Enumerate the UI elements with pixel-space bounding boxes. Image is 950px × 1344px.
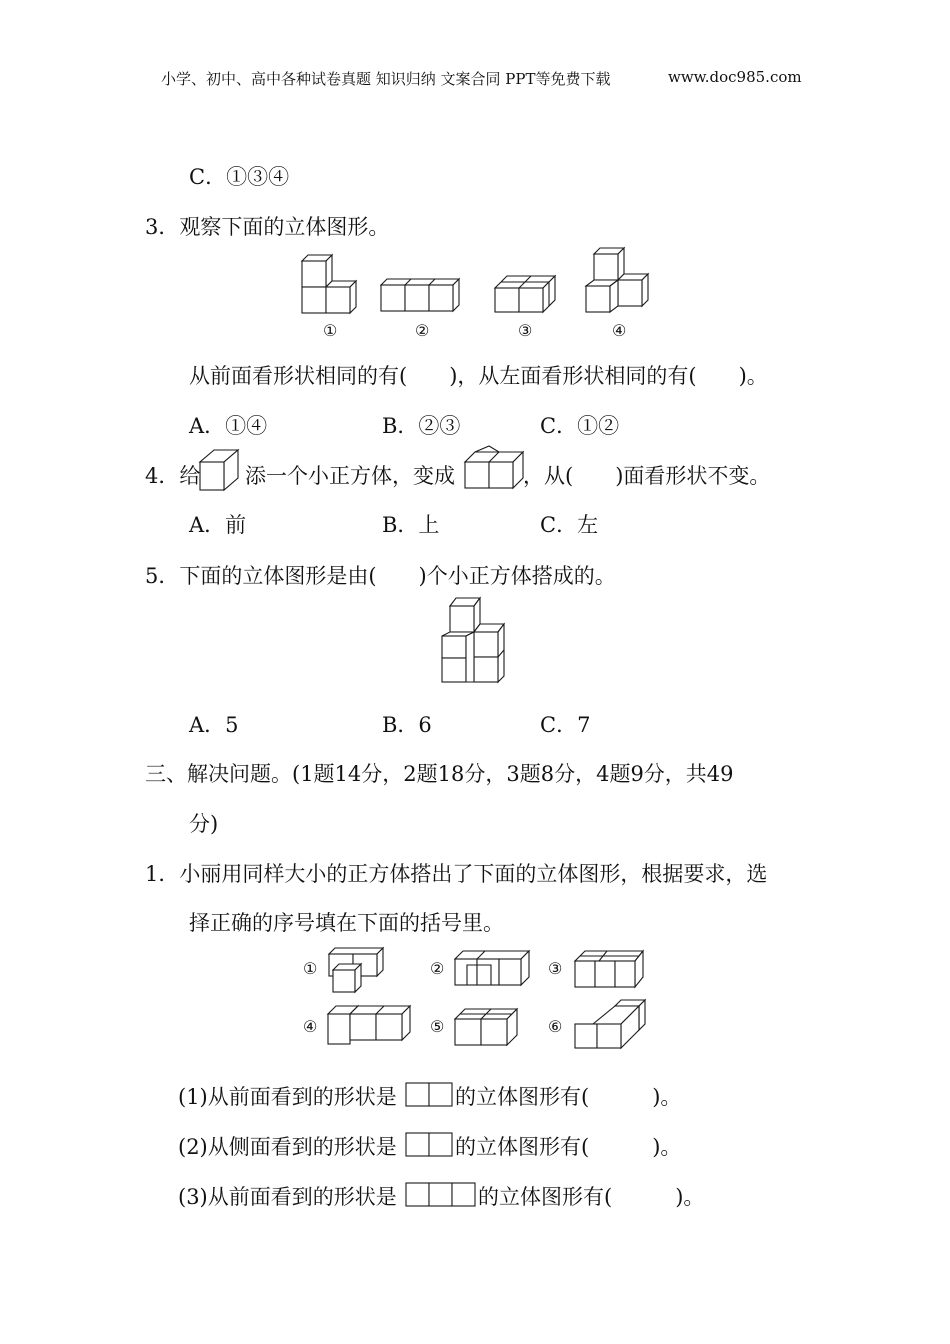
p1-sub1-text-b: 的立体图形有( )。 xyxy=(455,1085,682,1109)
p1-figure-3 xyxy=(573,947,647,991)
p1-figure-2-label: ② xyxy=(430,959,445,978)
q3-figure-3 xyxy=(491,270,561,316)
q4-two-cube xyxy=(463,446,525,492)
p1-sub2-text-b: 的立体图形有( )。 xyxy=(455,1135,682,1159)
q4-stem-part3: ，从( )面看形状不变。 xyxy=(523,464,771,488)
p1-sub1-shape-two-squares xyxy=(404,1081,456,1109)
p1-sub3-shape-three-squares xyxy=(404,1181,478,1209)
q4-option-c: C．左 xyxy=(540,513,599,537)
q4-stem-part2: 添一个小正方体，变成 xyxy=(245,464,455,488)
q4-single-cube xyxy=(198,448,244,492)
p1-sub2-text-a: (2)从侧面看到的形状是 xyxy=(178,1135,397,1159)
p1-figure-5 xyxy=(451,1003,523,1049)
q5-option-a: A．5 xyxy=(189,713,239,737)
q5-option-c: C．7 xyxy=(540,713,591,737)
q4-option-a: A．前 xyxy=(189,513,247,537)
q3-figure-2-label: ② xyxy=(415,321,430,340)
p1-stem-line2: 择正确的序号填在下面的括号里。 xyxy=(189,911,504,935)
q3-stem: 3．观察下面的立体图形。 xyxy=(145,215,390,239)
q2-option-c: C．①③④ xyxy=(189,165,290,189)
q3-figure-4-label: ④ xyxy=(612,321,627,340)
q3-question: 从前面看形状相同的有( )，从左面看形状相同的有( )。 xyxy=(189,364,768,388)
p1-sub1-text-a: (1)从前面看到的形状是 xyxy=(178,1085,397,1109)
q5-stem: 5．下面的立体图形是由( )个小正方体搭成的。 xyxy=(145,564,616,588)
q4-stem-part1: 4．给 xyxy=(145,464,201,488)
q3-figure-4 xyxy=(582,246,654,316)
p1-figure-5-label: ⑤ xyxy=(430,1017,445,1036)
section3-title-line1: 三、解决问题。(1题14分，2题18分，3题8分，4题9分，共49 xyxy=(145,762,734,786)
q3-figure-3-label: ③ xyxy=(518,321,533,340)
p1-figure-3-label: ③ xyxy=(548,959,563,978)
p1-figure-1-label: ① xyxy=(303,959,318,978)
p1-sub3-text-a: (3)从前面看到的形状是 xyxy=(178,1185,397,1209)
q3-figure-1-label: ① xyxy=(323,321,338,340)
q3-option-c: C．①② xyxy=(540,414,620,438)
header-left-text: 小学、初中、高中各种试卷真题 知识归纳 文案合同 PPT等免费下载 xyxy=(161,70,611,88)
p1-sub3-text-b: 的立体图形有( )。 xyxy=(478,1185,705,1209)
p1-figure-2 xyxy=(451,947,535,991)
p1-sub2-shape-two-squares xyxy=(404,1131,456,1159)
q3-figure-2 xyxy=(379,279,469,315)
p1-figure-6 xyxy=(573,998,651,1054)
q5-option-b: B．6 xyxy=(382,713,432,737)
section3-title-line2: 分) xyxy=(189,812,219,836)
q4-option-b: B．上 xyxy=(382,513,440,537)
q3-figure-1 xyxy=(298,255,368,317)
q5-figure xyxy=(440,596,510,688)
p1-figure-4 xyxy=(326,1000,416,1050)
p1-figure-4-label: ④ xyxy=(303,1017,318,1036)
q3-option-b: B．②③ xyxy=(382,414,461,438)
p1-stem-line1: 1．小丽用同样大小的正方体搭出了下面的立体图形，根据要求，选 xyxy=(145,862,768,886)
header-website-text: www.doc985.com xyxy=(668,68,802,86)
p1-figure-6-label: ⑥ xyxy=(548,1017,563,1036)
q3-option-a: A．①④ xyxy=(189,414,268,438)
p1-figure-1 xyxy=(325,944,387,996)
